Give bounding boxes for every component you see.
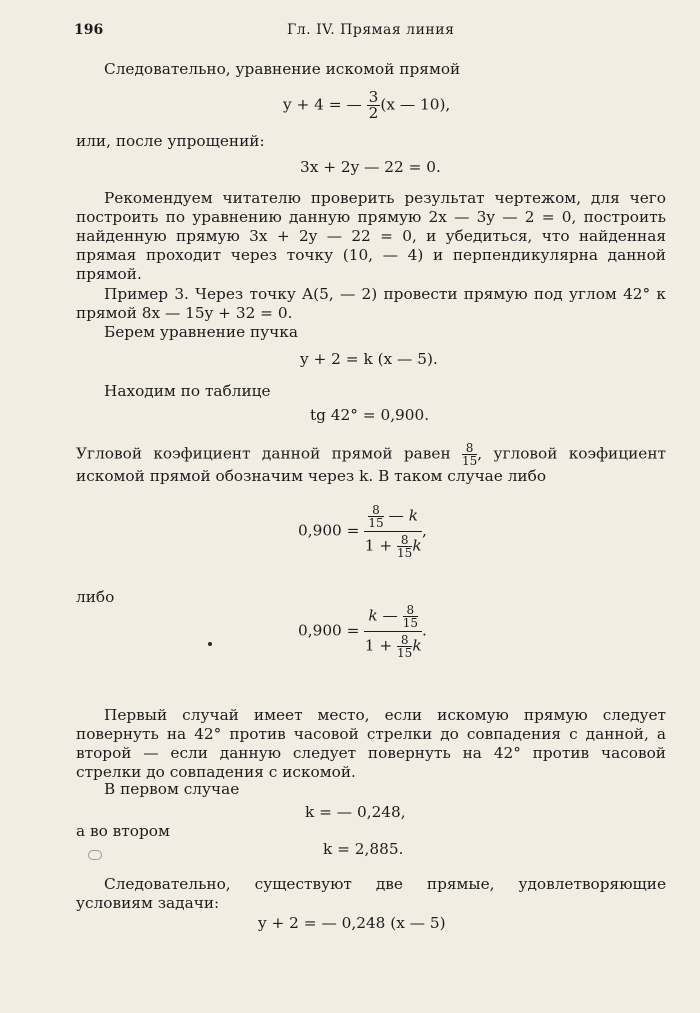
slope-fraction: [462, 442, 477, 467]
formula-1-left: y + 4 = —: [283, 95, 362, 114]
paragraph-2: или, после упрощений:: [76, 132, 265, 150]
formula-5-den-fraction: [397, 534, 412, 559]
formula-6-den-fraction: [397, 634, 412, 659]
minus-sign: —: [382, 606, 398, 625]
formula-6-left: 0,900 =: [298, 621, 360, 640]
paragraph-7: [76, 442, 666, 486]
one-plus: 1 +: [364, 536, 393, 555]
running-title: Гл. IV. Прямая линия: [287, 22, 455, 38]
formula-6-denominator: [364, 632, 422, 659]
den-num: 8: [397, 534, 412, 547]
formula-1-right: (x — 10),: [380, 95, 451, 114]
formula-case-2: [298, 604, 427, 659]
formula-k-first: k = — 0,248,: [305, 803, 406, 821]
minus-sign: —: [388, 506, 404, 525]
formula-5-inner-fraction: [368, 504, 383, 529]
formula-pencil: y + 2 = k (x — 5).: [300, 350, 438, 368]
formula-6-inner-fraction: [403, 604, 418, 629]
paragraph-12: Следовательно, существуют две прямые, удовлетворяющие условиям задачи:: [76, 875, 666, 912]
formula-5-numerator: [364, 504, 422, 532]
den-den: 15: [397, 546, 413, 560]
inner-den: 15: [402, 616, 418, 630]
page-number: 196: [74, 22, 104, 38]
formula-1-numerator: 3: [368, 88, 379, 106]
formula-k-second: k = 2,885.: [323, 840, 404, 858]
ink-spot: [208, 642, 212, 646]
paragraph-7-end: , угловой коэфициент искомой прямой обозначим через k. В таком случае либо: [76, 444, 666, 485]
formula-6-tail: .: [421, 621, 427, 640]
paragraph-1: Следовательно, уравнение искомой прямой: [104, 60, 461, 78]
paragraph-example-3: Пример 3. Через точку A(5, — 2) провести прямую под углом 42° к прямой 8x — 15y + 32 = 0.: [76, 285, 666, 322]
inner-num: 8: [368, 504, 383, 517]
formula-1-denominator: 2: [368, 104, 379, 122]
formula-6-fraction: [364, 604, 422, 659]
slope-denominator: 15: [461, 454, 478, 468]
paragraph-11: а во втором: [76, 822, 170, 840]
formula-tangent: tg 42° = 0,900.: [310, 406, 430, 424]
variable-k: k: [412, 636, 422, 655]
variable-k: k: [368, 606, 378, 625]
paragraph-6: Находим по таблице: [104, 382, 271, 400]
paragraph-5: Берем уравнение пучка: [104, 323, 298, 341]
inner-num: 8: [403, 604, 418, 617]
formula-5-tail: ,: [421, 521, 427, 540]
formula-5-denominator: [364, 532, 422, 559]
formula-5-left: 0,900 =: [298, 521, 360, 540]
formula-5-fraction: [364, 504, 422, 559]
den-den: 15: [397, 646, 413, 660]
paragraph-3: Рекомендуем читателю проверить результат чертежом, для чего построить по уравнению данную прямую 2x — 3y — 2 = 0, построить найденную прямую 3x + 2y — 22 = 0, и убедиться, что найденная прямая проходит через точку (10, — 4) и перпендикулярна данной прямой.: [76, 189, 666, 283]
formula-simplified: 3x + 2y — 22 = 0.: [300, 158, 441, 176]
one-plus: 1 +: [364, 636, 393, 655]
formula-1-fraction: [367, 90, 381, 121]
formula-final-line: y + 2 = — 0,248 (x — 5): [258, 914, 446, 932]
variable-k: k: [408, 506, 418, 525]
formula-line-equation: [283, 90, 450, 121]
paragraph-7-start: Угловой коэфициент данной прямой равен: [76, 444, 451, 463]
variable-k: k: [412, 536, 422, 555]
paragraph-10: В первом случае: [104, 780, 240, 798]
slope-numerator: 8: [462, 442, 477, 455]
inner-den: 15: [368, 516, 384, 530]
formula-case-1: [298, 504, 427, 559]
paragraph-8: либо: [76, 588, 115, 606]
page-smudge: [88, 850, 102, 860]
paragraph-9: Первый случай имеет место, если искомую прямую следует повернуть на 42° против часовой стрелки до совпадения с данной, а второй — если данную следует повернуть на 42° против часовой стрелки до совпадения с искомой.: [76, 706, 666, 781]
den-num: 8: [397, 634, 412, 647]
formula-6-numerator: [364, 604, 422, 632]
